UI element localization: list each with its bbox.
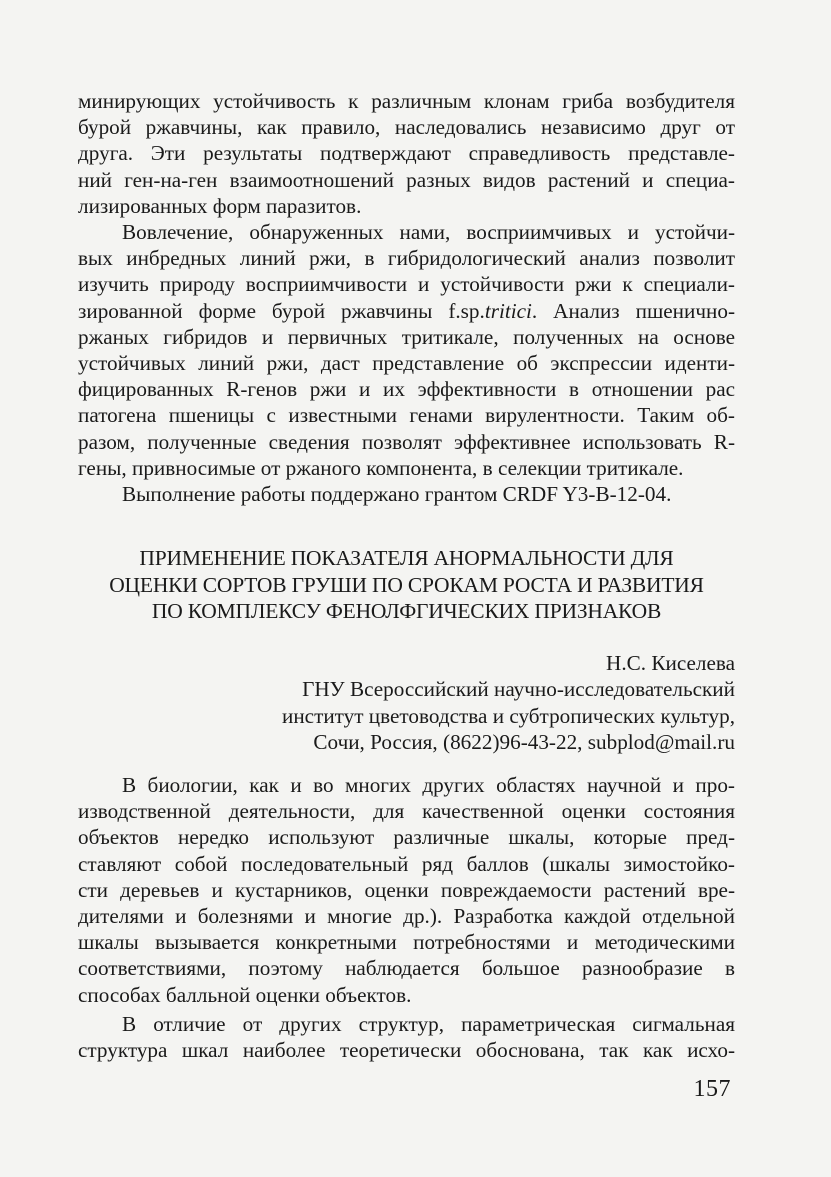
text-line-italic-mix: [78, 298, 735, 324]
paragraph-3: [78, 772, 735, 1008]
text-line: В отличие от других структур, параметрическая сигмальная: [122, 1012, 735, 1036]
text-line: патогена пшеницы с известными генами вирулентности. Таким об-: [78, 403, 735, 428]
text-fragment: зированной форме бурой ржавчины f.sp.: [78, 298, 485, 323]
grant-note: Выполнение работы поддержано грантом CRDF Y3-B-12-04.: [122, 482, 672, 507]
text-line: ржаных гибридов и первичных тритикале, полученных на основе: [78, 324, 735, 349]
text-line: изучить природу восприимчивости и устойчивости ржи к специали-: [78, 272, 735, 297]
title-line: ПО КОМПЛЕКСУ ФЕНОЛФГИЧЕСКИХ ПРИЗНАКОВ: [151, 599, 662, 623]
title-line: ОЦЕНКИ СОРТОВ ГРУШИ ПО СРОКАМ РОСТА И РАЗВИТИЯ: [109, 572, 704, 597]
paragraph-2: [78, 219, 735, 507]
text-line: лизированных форм паразитов.: [78, 193, 362, 218]
text-fragment: . Анализ пшенично-: [531, 298, 736, 323]
affiliation-line: ГНУ Всероссийский научно-исследовательский: [302, 677, 735, 702]
title-line: ПРИМЕНЕНИЕ ПОКАЗАТЕЛЯ АНОРМАЛЬНОСТИ ДЛЯ: [139, 546, 674, 570]
text-line: дителями и болезнями и многие др.). Разработка каждой отдельной: [78, 904, 735, 929]
paragraph-1: [78, 88, 735, 219]
affiliation-line: Сочи, Россия, (8622)96-43-22, subplod@mail.ru: [313, 730, 735, 755]
author-block: [282, 650, 735, 756]
text-line: сти деревьев и кустарников, оценки повреждаемости растений вре-: [78, 877, 735, 902]
text-line: Вовлечение, обнаруженных нами, восприимчивых и устойчи-: [122, 220, 735, 244]
affiliation-line: институт цветоводства и субтропических культур,: [281, 703, 735, 728]
text-line: шкалы вызывается конкретными потребностями и методическими: [78, 930, 735, 955]
page-number: 157: [693, 1076, 731, 1102]
author-name: Н.С. Киселева: [606, 651, 735, 675]
species-name: tritici: [484, 298, 532, 323]
text-line: устойчивых линий ржи, даст представление об экспрессии иденти-: [78, 351, 735, 376]
text-line: ставляют собой последовательный ряд баллов (шкалы зимостойко-: [78, 851, 735, 876]
text-line: минирующих устойчивость к различным клонам гриба возбудителя: [78, 89, 735, 113]
text-line: соответствиями, поэтому наблюдается большое разнообразие в: [78, 956, 735, 981]
text-line: изводственной деятельности, для качественной оценки состояния: [78, 799, 735, 824]
text-line: разом, полученные сведения позволят эффективнее использовать R-: [78, 429, 735, 454]
text-line: структура шкал наиболее теоретически обоснована, так как исхо-: [78, 1038, 735, 1063]
text-line: друга. Эти результаты подтверждают справедливость представле-: [78, 141, 735, 166]
text-line: фицированных R-генов ржи и их эффективности в отношении рас: [78, 377, 735, 402]
text-line: объектов нередко используют различные шкалы, которые пред-: [78, 825, 735, 850]
article-title: [78, 545, 735, 625]
text-line: бурой ржавчины, как правило, наследовались независимо друг от: [78, 115, 735, 140]
text-line: гены, привносимые от ржаного компонента, в селекции тритикале.: [78, 455, 684, 480]
text-line: В биологии, как и во многих других областях научной и про-: [122, 773, 735, 797]
text-line: способах балльной оценки объектов.: [78, 982, 412, 1007]
text-line: вых инбредных линий ржи, в гибридологический анализ позволит: [78, 246, 735, 271]
paragraph-4: [78, 1011, 735, 1063]
text-line: ний ген-на-ген взаимоотношений разных видов растений и специа-: [78, 167, 735, 192]
